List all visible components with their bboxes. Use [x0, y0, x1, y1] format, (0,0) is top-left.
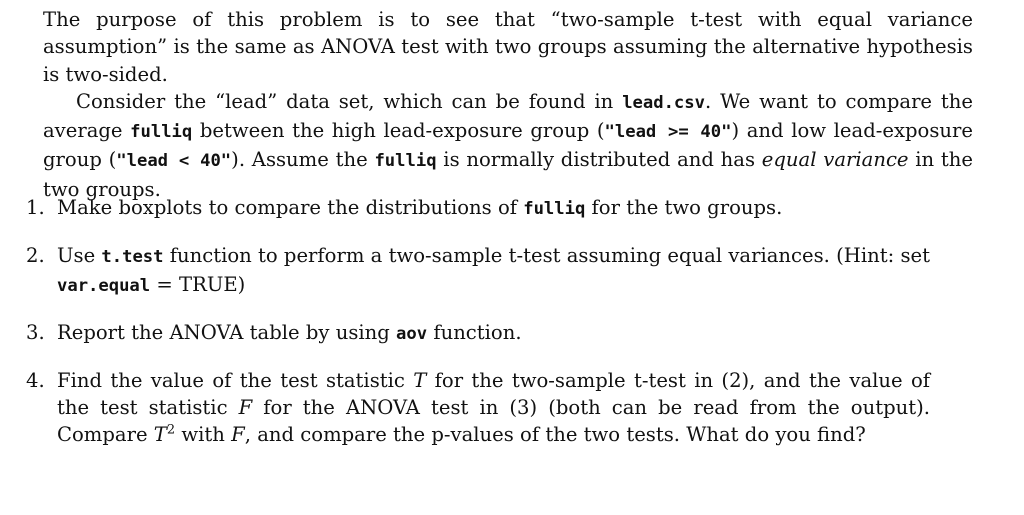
task-item [26, 194, 930, 223]
function-code: aov [396, 323, 428, 344]
task-body [57, 194, 930, 223]
task-number: 3. [26, 320, 45, 344]
emphasis-text: equal variance [761, 148, 909, 172]
exponent: 2 [166, 422, 176, 438]
text-span: . We want to compare the average [43, 89, 974, 143]
text-span: for the ANOVA test in (3) (both can be read from the output). Compare [57, 395, 931, 447]
intro-sentence: The purpose of this problem is to see that “two-sample t-test with equal variance assumption” is the same as ANOVA test with two groups assuming the alternative hypothesis is two-sided. [43, 8, 973, 86]
math-symbol: F [231, 423, 245, 447]
text-span: in the two groups. [43, 148, 973, 201]
text-span: Consider the “lead” data set, which can be found in [76, 89, 623, 113]
text-span: for the two groups. [585, 196, 783, 219]
text-span: ). Assume the [231, 148, 375, 172]
task-body [57, 242, 930, 301]
argument-code: var.equal [57, 276, 151, 297]
task-item [26, 367, 930, 449]
text-span: ) and low lead-exposure group ( [43, 119, 973, 172]
text-span: , and compare the p-values of the two tests. What do you find? [244, 423, 866, 447]
task-item [26, 242, 930, 301]
text-span: between the high lead-exposure group ( [192, 119, 605, 143]
text-span: function to perform a two-sample t-test assuming equal variances. (Hint: set [163, 243, 930, 267]
text-span: Use [57, 243, 102, 267]
task-body [57, 367, 930, 449]
task-list [26, 194, 930, 467]
text-span: Find the value of the test statistic [57, 368, 414, 392]
math-symbol: T [413, 368, 427, 392]
condition-high-code: "lead >= 40" [604, 122, 732, 143]
intro-paragraph [43, 6, 973, 88]
task-number: 2. [26, 243, 45, 267]
condition-low-code: "lead < 40" [116, 151, 232, 172]
task-item [26, 319, 930, 348]
text-span: with [175, 423, 232, 447]
text-span: Make boxplots to compare the distributions of [57, 196, 524, 219]
text-span: = TRUE) [150, 273, 246, 297]
text-span: function. [427, 320, 522, 344]
math-symbol: F [238, 395, 253, 419]
function-code: t.test [101, 246, 164, 267]
filename-code: lead.csv [622, 92, 705, 113]
variable-code: fulliq [523, 199, 586, 219]
text-span: Report the ANOVA table by using [57, 320, 397, 344]
variable-code: fulliq [374, 151, 437, 172]
text-span: for the two-sample t-test in (2), and the value of the test statistic [57, 368, 930, 419]
task-number: 1. [26, 196, 45, 219]
text-span: is normally distributed and has [436, 148, 762, 172]
variable-code: fulliq [130, 122, 193, 143]
problem-text [43, 6, 973, 203]
task-number: 4. [26, 368, 45, 392]
task-body [57, 319, 930, 348]
dataset-paragraph [43, 88, 973, 203]
math-symbol: T [153, 423, 167, 447]
